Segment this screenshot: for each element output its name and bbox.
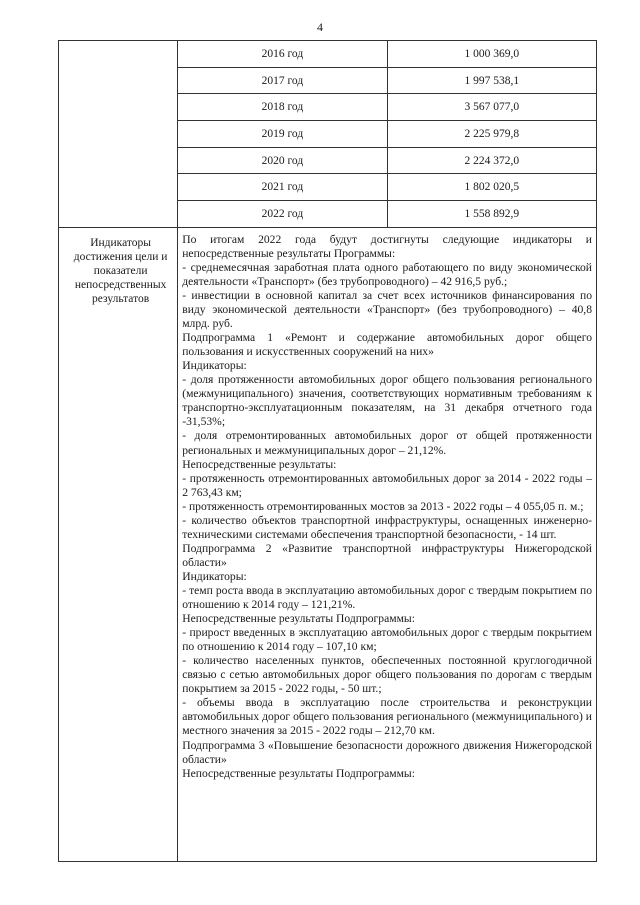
year-cell: 2020 год — [178, 147, 387, 174]
year-cell: 2017 год — [178, 67, 387, 94]
paragraph: - инвестиции в основной капитал за счет всех источников финансирования по виду экономической деятельности «Транспорт» (без трубопроводного) – 40,8 млрд. руб. — [182, 289, 592, 331]
year-cell: 2021 год — [178, 174, 387, 201]
year-cell: 2018 год — [178, 94, 387, 121]
paragraph: Непосредственные результаты Подпрограммы: — [182, 766, 415, 780]
amount-cell: 2 225 979,8 — [387, 121, 596, 148]
indicators-label: Индикаторы достижения цели и показатели непосредственных результатов — [59, 227, 178, 861]
year-cell: 2016 год — [178, 41, 387, 68]
paragraph: - среднемесячная заработная плата одного работающего по виду экономической деятельности «Транспорт» (без трубопроводного) – 42 916,5 руб.; — [182, 260, 592, 288]
paragraph: Непосредственные результаты: — [182, 457, 337, 471]
table-row — [59, 41, 597, 68]
paragraph: По итогам 2022 года будут достигнуты следующие индикаторы и непосредственные результаты Программы: — [182, 232, 592, 260]
paragraph: - прирост введенных в эксплуатацию автомобильных дорог с твердым покрытием по отношению к 2014 году – 107,10 км; — [182, 626, 592, 654]
paragraph: Непосредственные результаты Подпрограммы: — [182, 612, 415, 626]
empty-label-cell — [59, 41, 178, 228]
paragraph: - доля отремонтированных автомобильных дорог от общей протяженности региональных и межмуниципальных дорог – 21,12%. — [182, 429, 592, 457]
paragraph: - протяженность отремонтированных автомобильных дорог за 2014 - 2022 годы – 2 763,43 км; — [182, 471, 592, 499]
paragraph: Подпрограмма 1 «Ремонт и содержание автомобильных дорог общего пользования и искусственных сооружений на них» — [182, 331, 592, 359]
paragraph: - доля протяженности автомобильных дорог общего пользования регионального (межмуниципального) значения, соответствующих нормативным требованиям к транспортно-эксплуатационным показателям, на 31 декабря отчетного года -31,53%; — [182, 373, 592, 429]
paragraph: Подпрограмма 3 «Повышение безопасности дорожного движения Нижегородской области» — [182, 738, 592, 766]
program-passport-table — [58, 40, 597, 862]
page-number: 4 — [317, 20, 323, 34]
paragraph: Индикаторы: — [182, 569, 247, 583]
indicators-content — [178, 227, 597, 861]
paragraph: - темп роста ввода в эксплуатацию автомобильных дорог с твердым покрытием по отношению к 2014 году – 121,21%. — [182, 583, 592, 612]
amount-cell: 1 558 892,9 — [387, 201, 596, 228]
paragraph: Индикаторы: — [182, 359, 247, 373]
amount-cell: 1 802 020,5 — [387, 174, 596, 201]
amount-cell: 3 567 077,0 — [387, 94, 596, 121]
paragraph: - протяженность отремонтированных мостов за 2013 - 2022 годы – 4 055,05 п. м.; — [182, 499, 584, 513]
paragraph: Подпрограмма 2 «Развитие транспортной инфраструктуры Нижегородской области» — [182, 541, 592, 569]
paragraph: - объемы ввода в эксплуатацию после строительства и реконструкции автомобильных дорог общего пользования регионального (межмуниципального) и местного значения за 2015 - 2022 годы – 212,70 км. — [182, 696, 592, 738]
amount-cell: 2 224 372,0 — [387, 147, 596, 174]
year-cell: 2019 год — [178, 121, 387, 148]
indicators-row — [59, 227, 597, 861]
amount-cell: 1 000 369,0 — [387, 41, 596, 68]
paragraph: - количество населенных пунктов, обеспеченных постоянной круглогодичной связью с сетью автомобильных дорог общего пользования по дорогам с твердым покрытием за 2015 - 2022 годы, - 50 шт.; — [182, 654, 592, 696]
year-cell: 2022 год — [178, 201, 387, 228]
amount-cell: 1 997 538,1 — [387, 67, 596, 94]
paragraph: - количество объектов транспортной инфраструктуры, оснащенных инженерно-техническими системами обеспечения транспортной безопасности, - 14 шт. — [182, 513, 592, 541]
